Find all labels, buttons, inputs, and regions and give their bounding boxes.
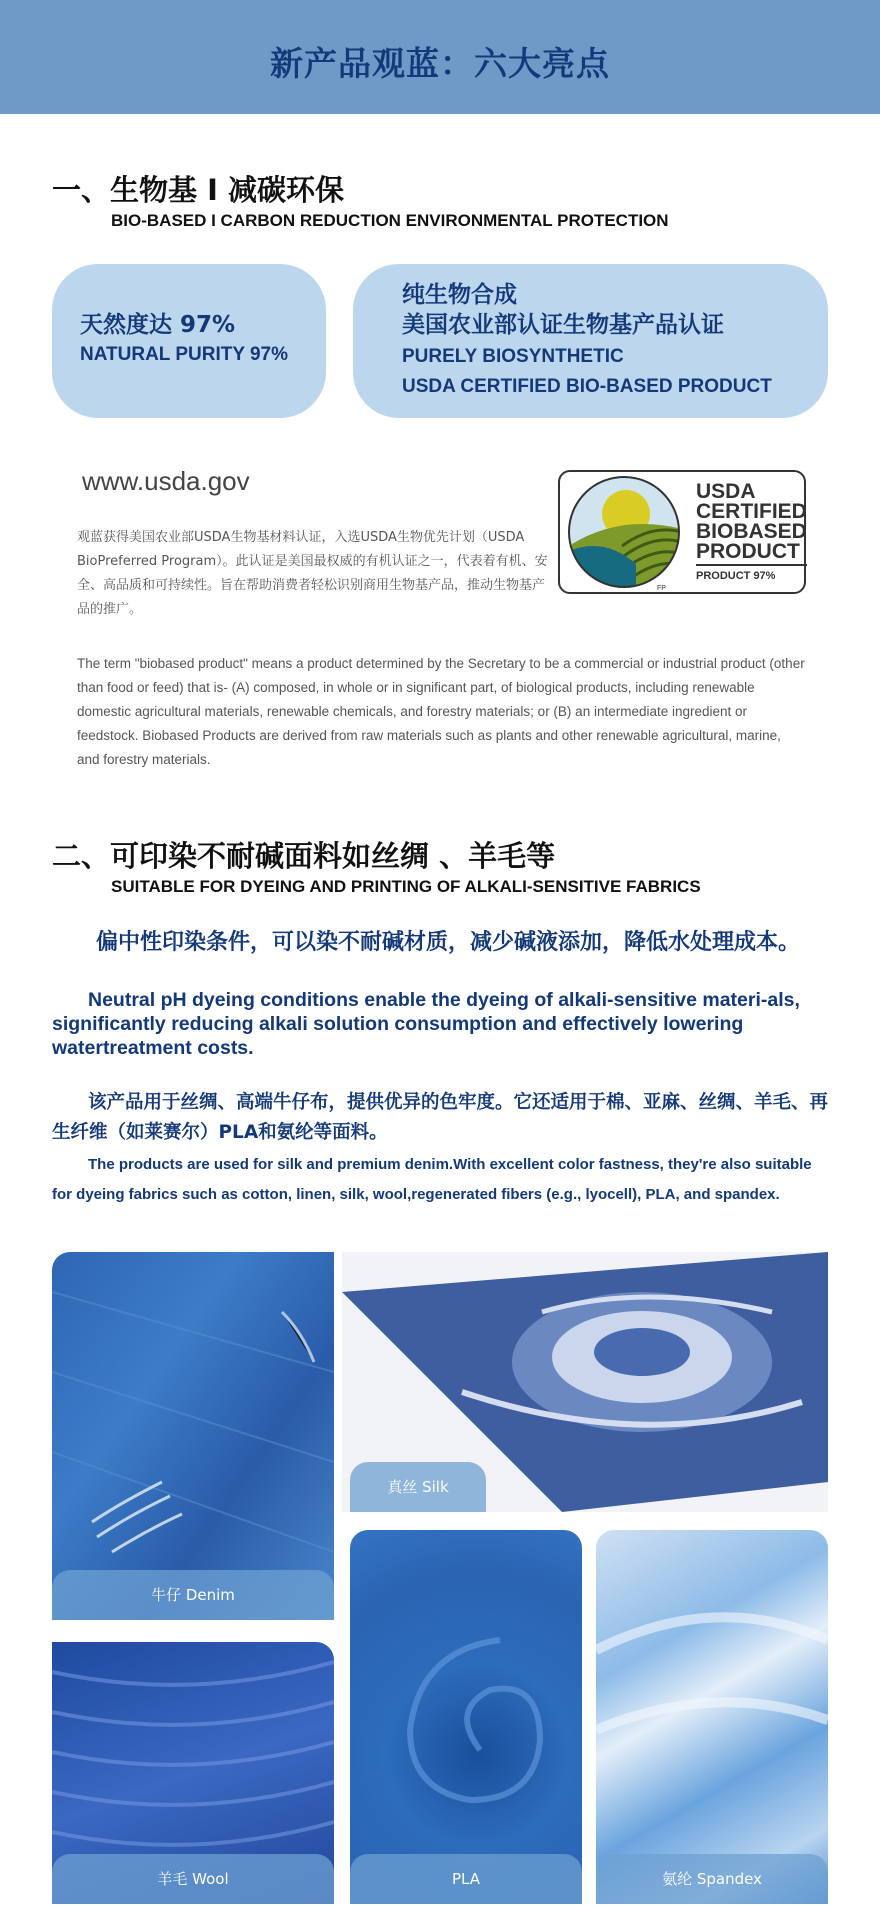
usda-logo-icon xyxy=(562,474,692,594)
badge-line-certified: CERTIFIED xyxy=(696,500,807,523)
page-title: 新产品观蓝：六大亮点 xyxy=(270,44,610,83)
usda-biobased-badge xyxy=(558,470,806,594)
photo-wool xyxy=(52,1642,334,1904)
spandex-satin-icon xyxy=(596,1530,828,1904)
denim-texture-icon xyxy=(52,1252,334,1620)
badge-line-percent: PRODUCT 97% xyxy=(696,570,776,582)
section2-title: 二、可印染不耐碱面料如丝绸 、羊毛等 xyxy=(52,839,556,873)
label-silk: 真丝 Silk xyxy=(350,1462,486,1512)
biosynthetic-cn: 纯生物合成 xyxy=(402,282,517,308)
neutral-ph-cn: 偏中性印染条件，可以染不耐碱材质，减少碱液添加，降低水处理成本。 xyxy=(96,930,801,955)
label-spandex: 氨纶 Spandex xyxy=(596,1854,828,1904)
applications-cn: 该产品用于丝绸、高端牛仔布，提供优异的色牢度。它还适用于棉、亚麻、丝绸、羊毛、再生纤维（如莱赛尔）PLA和氨纶等面料。 xyxy=(52,1092,829,1143)
applications-en: The products are used for silk and premium denim.With excellent color fastness, they're also suitable for dyeing fabrics such as cotton, linen, silk, wool,regenerated fibers (e.g., lyocell), PLA, and spandex. xyxy=(52,1156,812,1203)
neutral-ph-en: Neutral pH dyeing conditions enable the dyeing of alkali-sensitive materi-als, significantly reducing alkali solution consumption and effectively lowering watertreatment costs. xyxy=(52,989,800,1059)
usda-cert-pill xyxy=(353,264,828,418)
usda-en-text: The term "biobased product" means a product determined by the Secretary to be a commercial or industrial product (other than food or feed) that is- (A) composed, in whole or in significant part, of biological products, including renewable domestic agricultural materials, renewable chemicals, and forestry materials; or (B) an intermediate ingredient or feedstock. Biobased Products are derived from raw materials such as plants and other renewable agricultural, marine, and forestry materials. xyxy=(77,656,805,767)
fp-mark: FP xyxy=(657,585,666,592)
purity-en: NATURAL PURITY 97% xyxy=(80,344,288,365)
header-banner xyxy=(0,0,880,114)
label-wool: 羊毛 Wool xyxy=(52,1854,334,1904)
usda-cert-cn: 美国农业部认证生物基产品认证 xyxy=(402,312,724,338)
purity-pill xyxy=(52,264,326,418)
section1-subtitle: BIO-BASED I CARBON REDUCTION ENVIRONMENTAL PROTECTION xyxy=(111,211,669,230)
photo-silk xyxy=(342,1252,828,1512)
section2-subtitle: SUITABLE FOR DYEING AND PRINTING OF ALKALI-SENSITIVE FABRICS xyxy=(111,877,701,896)
usda-url: www.usda.gov xyxy=(82,466,250,496)
usda-cn-text: 观蓝获得美国农业部USDA生物基材料认证，入选USDA生物优先计划（USDA BioPreferred Program）。此认证是美国最权威的有机认证之一，代表着有机、安全、高品质和可持续性。旨在帮助消费者轻松识别商用生物基产品，推动生物基产品的推广。 xyxy=(77,530,548,617)
label-pla: PLA xyxy=(350,1854,582,1904)
label-denim: 牛仔 Denim xyxy=(52,1570,334,1620)
pla-swirl-icon xyxy=(350,1530,582,1904)
badge-line-product: PRODUCT xyxy=(696,542,807,566)
photo-denim xyxy=(52,1252,334,1620)
photo-spandex xyxy=(596,1530,828,1904)
photo-pla xyxy=(350,1530,582,1904)
usda-cert-en: USDA CERTIFIED BIO-BASED PRODUCT xyxy=(402,376,772,397)
badge-line-biobased: BIOBASED xyxy=(696,520,807,543)
section1-title: 一、生物基 I 减碳环保 xyxy=(52,173,344,207)
biosynthetic-en: PURELY BIOSYNTHETIC xyxy=(402,346,624,367)
badge-line-usda: USDA xyxy=(696,480,756,503)
purity-cn: 天然度达 97% xyxy=(80,312,236,338)
